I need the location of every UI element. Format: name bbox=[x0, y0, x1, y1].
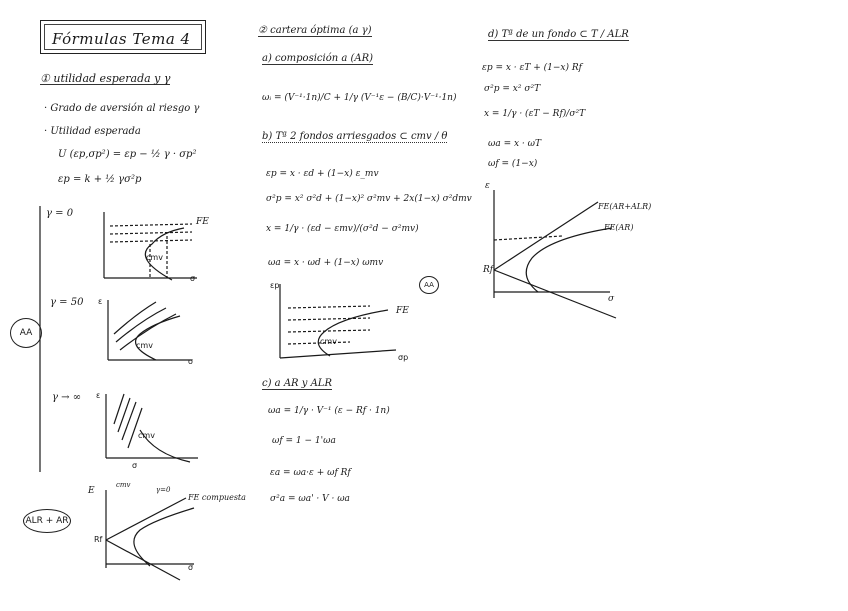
svg-text:cmv: cmv bbox=[320, 337, 337, 346]
formula-x: x = 1/γ · (εd − εmv)/(σ²d − σ²mv) bbox=[266, 224, 419, 234]
bullet-utility: · Utilidad esperada bbox=[44, 126, 141, 137]
graph-gamma-inf bbox=[94, 388, 209, 470]
g4-cmv-label: cmv bbox=[116, 481, 131, 489]
formula-wf-3: ωf = (1−x) bbox=[488, 159, 538, 169]
svg-text:σp: σp bbox=[398, 353, 409, 362]
page-title: Fórmulas Tema 4 bbox=[52, 30, 191, 48]
axis-e-label: ε bbox=[485, 181, 490, 191]
aa-badge: AA bbox=[10, 318, 42, 348]
formula-wi: ωᵢ = (V⁻¹·1n)/C + 1/γ (V⁻¹ε − (B/C)·V⁻¹·1n) bbox=[262, 93, 457, 103]
svg-text:ε: ε bbox=[96, 391, 101, 400]
fe-ar-alr-label: FE(AR+ALR) bbox=[598, 202, 652, 211]
formula-wa-c: ωa = 1/γ · V⁻¹ (ε − Rf · 1n) bbox=[268, 406, 390, 416]
alr-ar-badge: ALR + AR bbox=[23, 509, 71, 533]
aa-badge-2: AA bbox=[419, 276, 439, 294]
formula-utility: U (εp,σp²) = εp − ½ γ · σp² bbox=[58, 149, 197, 160]
fe-ar-label: FE(AR) bbox=[604, 223, 634, 232]
formula-wa: ωa = x · ωd + (1−x) ωmv bbox=[268, 258, 384, 268]
section1-heading: ① utilidad esperada y γ bbox=[40, 72, 171, 85]
graph-gamma-zero bbox=[92, 208, 212, 288]
svg-text:ε: ε bbox=[98, 297, 103, 306]
svg-text:σ: σ bbox=[132, 461, 138, 470]
g4-fe-label: FE compuesta bbox=[188, 493, 246, 502]
graph-two-funds bbox=[270, 280, 420, 370]
svg-text:cmv: cmv bbox=[146, 253, 163, 262]
fe-label-2: FE bbox=[396, 306, 409, 316]
formula-sigma-a: σ²a = ωa' · V · ωa bbox=[270, 494, 350, 504]
fe-label-1: FE bbox=[196, 217, 209, 227]
formula-x-3: x = 1/γ · (εT − Rf)/σ²T bbox=[484, 109, 586, 119]
section2b-heading: b) Tª 2 fondos arriesgados ⊂ cmv / θ bbox=[262, 131, 448, 142]
g4-gamma-label: γ=0 bbox=[156, 486, 171, 494]
formula-wa-3: ωa = x · ωT bbox=[488, 139, 541, 149]
formula-ea: εa = ωa·ε + ωf Rf bbox=[270, 468, 351, 478]
svg-text:εp: εp bbox=[270, 281, 280, 290]
gamma-50-label: γ = 50 bbox=[50, 297, 84, 308]
svg-text:cmv: cmv bbox=[138, 431, 155, 440]
svg-text:cmv: cmv bbox=[136, 341, 153, 350]
section2-heading: ② cartera óptima (a γ) bbox=[258, 25, 372, 36]
svg-text:σ: σ bbox=[188, 357, 194, 366]
svg-text:Rf: Rf bbox=[94, 535, 103, 544]
section2a-heading: a) composición a (AR) bbox=[262, 53, 374, 64]
graph-gamma-50 bbox=[96, 294, 206, 374]
gamma-inf-label: γ → ∞ bbox=[52, 392, 82, 403]
axis-sigma-label: σ bbox=[608, 294, 615, 304]
rf-label: Rf bbox=[483, 265, 494, 275]
formula-ep-2: εp = x · εd + (1−x) ε_mv bbox=[266, 169, 379, 179]
svg-text:σ: σ bbox=[190, 274, 196, 283]
bullet-aversion: · Grado de aversión al riesgo γ bbox=[44, 103, 200, 114]
formula-sigma-p: σ²p = x² σ²d + (1−x)² σ²mv + 2x(1−x) σ²dmv bbox=[266, 194, 472, 204]
gamma-zero-label: γ = 0 bbox=[46, 208, 74, 219]
formula-ep: εp = k + ½ γσ²p bbox=[58, 174, 142, 185]
section3-heading: d) Tª de un fondo ⊂ T / ALR bbox=[488, 29, 629, 40]
formula-wf: ωf = 1 − 1'ωa bbox=[272, 436, 336, 446]
section2c-heading: c) a AR y ALR bbox=[262, 378, 332, 389]
svg-text:σ: σ bbox=[188, 563, 194, 572]
g4-e-label: E bbox=[88, 486, 95, 496]
formula-sigma-p-3: σ²p = x² σ²T bbox=[484, 84, 541, 94]
formula-ep-3: εp = x · εT + (1−x) Rf bbox=[482, 63, 582, 73]
